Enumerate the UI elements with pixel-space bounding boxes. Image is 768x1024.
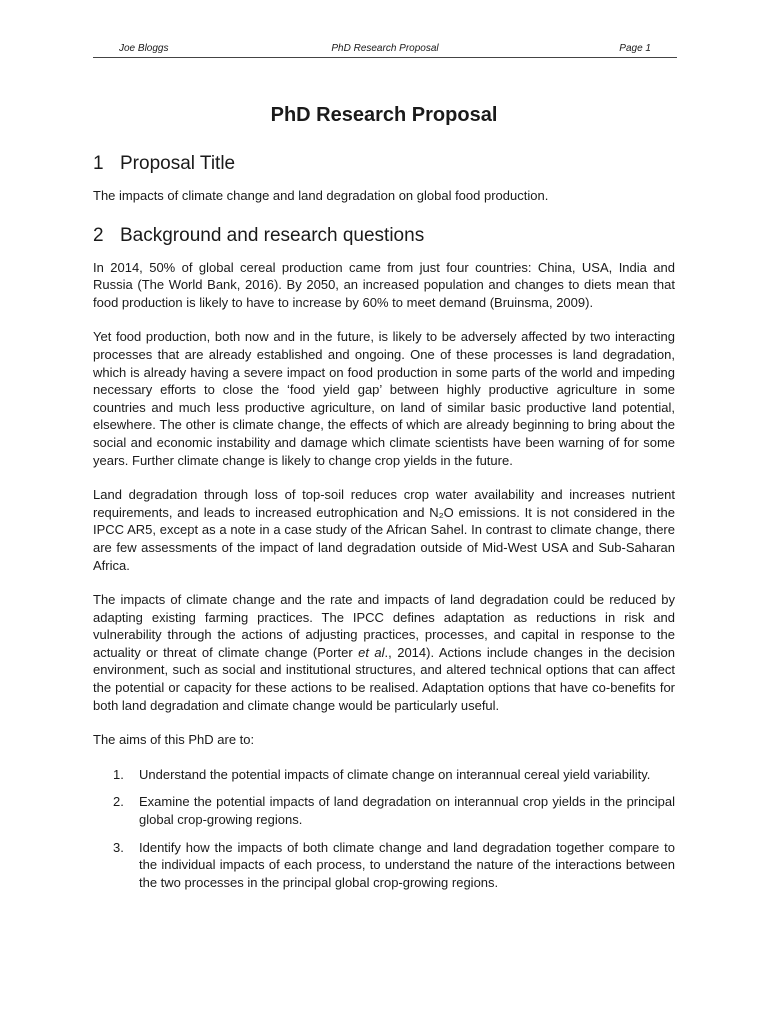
aim-item-3 (93, 839, 675, 892)
document-body (93, 100, 675, 901)
section-1-heading (93, 150, 675, 178)
aim-marker-2: 2. (113, 794, 124, 810)
paragraph-food-production-threats: Yet food production, both now and in the future, is likely to be adversely affected by two interacting processes that are already established and ongoing. One of these processes is land degradation, which is already having a severe impact on food production in some parts of the world and impeding necessary efforts to close the ‘food yield gap’ between highly productive agriculture in some countries and much less productive agriculture, on land of similar basic productive land potential, elsewhere. The other is climate change, the effects of which are already beginning to bring about the social and economic instability and damage which climate scientists have been warning of for some years. Further climate change is likely to change crop yields in the future. (93, 329, 675, 468)
header-title: PhD Research Proposal (331, 43, 439, 54)
adaptation-text-after: ., 2014). Actions include changes in the decision environment, such as social and institutional structures, and altered technical options that can affect the potential or capacity for these actions to be realised. Adaptation options that have co-benefits for both land degradation and climate change would be particularly useful. (93, 644, 675, 713)
aim-item-1 (93, 766, 675, 784)
paragraph-cereal-production: In 2014, 50% of global cereal production came from just four countries: China, USA, India and Russia (The World Bank, 2016). By 2050, an increased population and changes to diets mean that food production is likely to have to increase by 60% to meet demand (Bruinsma, 2009). (93, 259, 675, 310)
section-2-title: Background and research questions (120, 224, 425, 246)
aim-text-1: Understand the potential impacts of climate change on interannual cereal yield variability. (139, 766, 651, 782)
aim-marker-3: 3. (113, 839, 124, 855)
section-1-title: Proposal Title (120, 153, 236, 174)
adaptation-text-italic: et al (358, 644, 385, 660)
aim-item-2 (93, 793, 675, 828)
section-1-number: 1 (93, 153, 104, 174)
adaptation-text-before: The impacts of climate change and the rate and impacts of land degradation could be reduced by adapting existing farming practices. The IPCC defines adaptation as reductions in risk and vulnerability through the actions of adjusting practices, processes, and capital in response to the actuality or threat of climate change (Porter (93, 592, 675, 660)
paragraph-land-degradation: Land degradation through loss of top-soil reduces crop water availability and increases nutrient requirements, and leads to increased eutrophication and N₂O emissions. It is not considered in the IPCC AR5, except as a note in a case study of the African Sahel. In contrast to climate change, there are few assessments of the impact of land degradation outside of Mid-West USA and Sub-Saharan Africa. (93, 487, 675, 573)
page-header (93, 43, 677, 58)
aims-list (93, 766, 675, 892)
aim-text-3: Identify how the impacts of both climate change and land degradation together compare to the individual impacts of each process, to understand the nature of the interactions between the two processes in the principal global crop-growing regions. (139, 839, 675, 890)
aim-marker-1: 1. (113, 766, 124, 782)
aim-text-2: Examine the potential impacts of land degradation on interannual crop yields in the principal global crop-growing regions. (139, 794, 675, 828)
section-2-heading (93, 222, 675, 250)
document-title: PhD Research Proposal (270, 104, 498, 126)
paragraph-adaptation (93, 591, 675, 714)
paragraph-aims-intro: The aims of this PhD are to: (93, 732, 255, 748)
section-2-number: 2 (93, 224, 104, 246)
proposal-title-text: The impacts of climate change and land degradation on global food production. (93, 188, 549, 203)
header-author: Joe Bloggs (119, 43, 169, 54)
header-page-number: Page 1 (619, 43, 651, 54)
